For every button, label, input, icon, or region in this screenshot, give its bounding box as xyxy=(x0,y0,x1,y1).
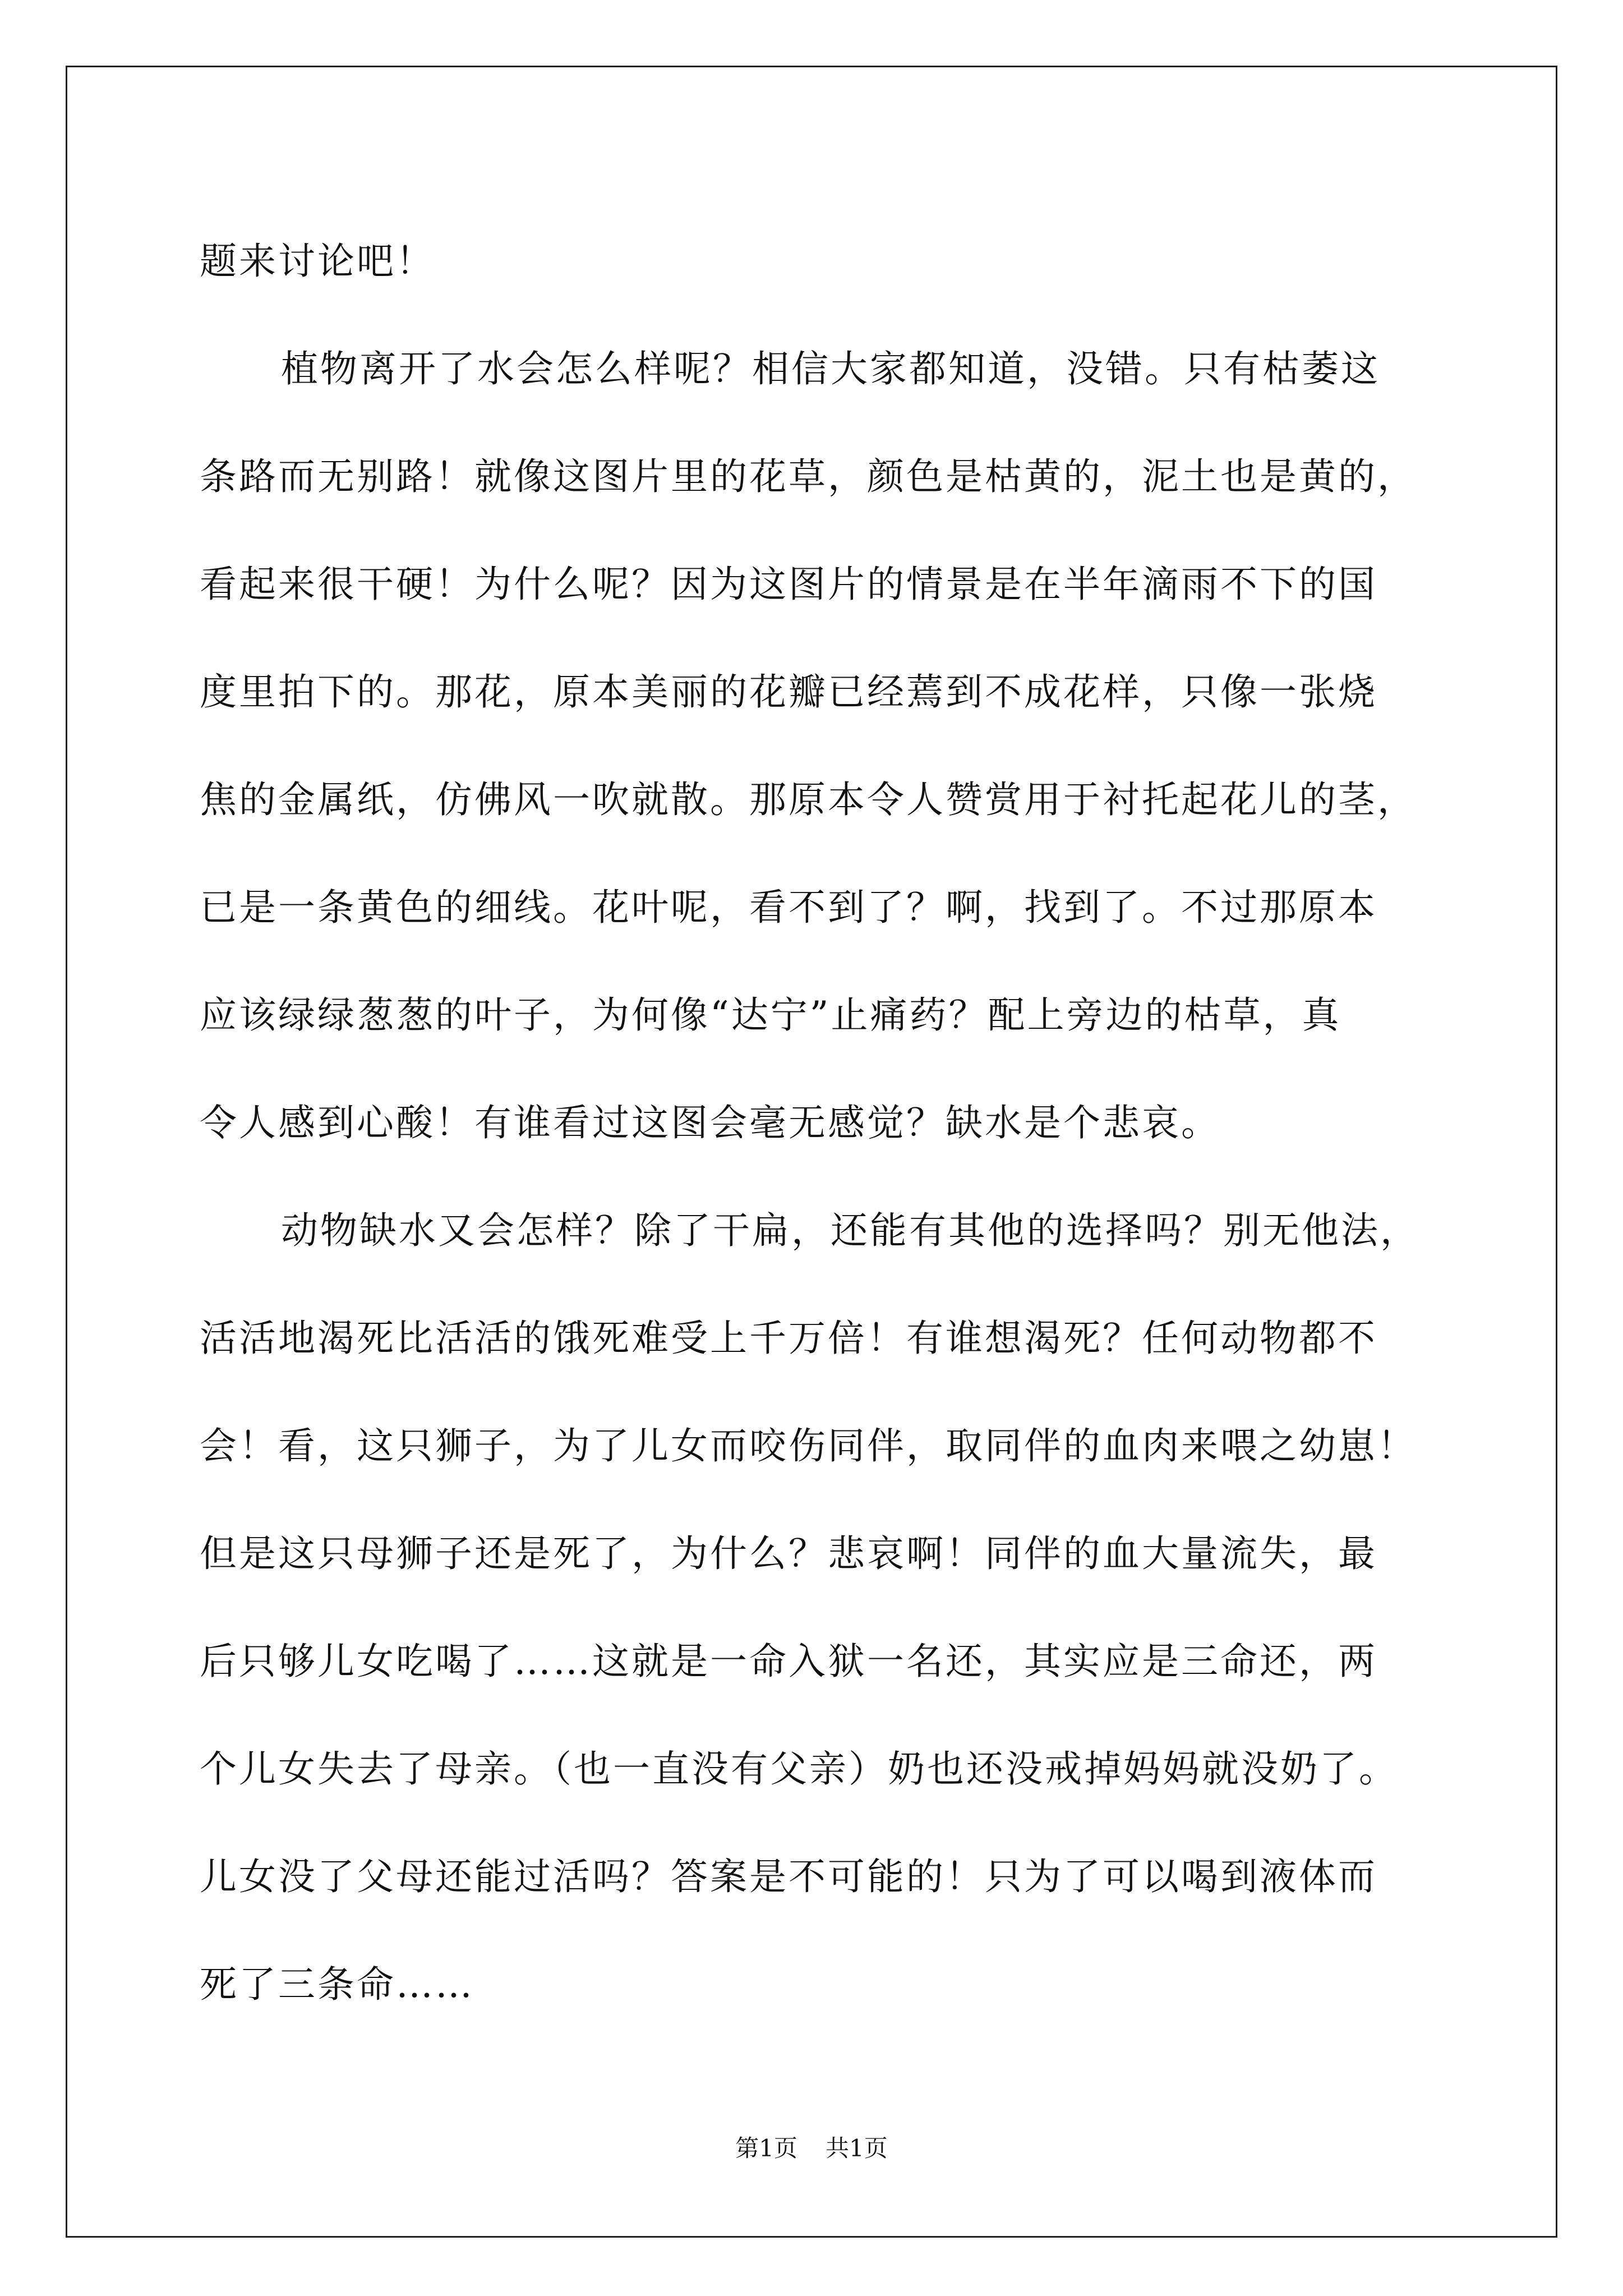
text-line: 已是一条黄色的细线。花叶呢，看不到了？啊，找到了。不过那原本 xyxy=(200,886,1377,929)
text-line: 题来讨论吧！ xyxy=(200,240,435,283)
text-line: 活活地渴死比活活的饿死难受上千万倍！有谁想渴死？任何动物都不 xyxy=(200,1317,1377,1360)
text-line: 看起来很干硬！为什么呢？因为这图片的情景是在半年滴雨不下的国 xyxy=(200,563,1377,606)
text-line: 焦的金属纸，仿佛风一吹就散。那原本令人赞赏用于衬托起花儿的茎， xyxy=(200,778,1417,821)
paragraph-3 xyxy=(200,1177,1461,2039)
text-line: 条路而无别路！就像这图片里的花草，颜色是枯黄的，泥土也是黄的， xyxy=(200,455,1417,498)
total-pages-label: 共1页 xyxy=(826,2134,888,2162)
current-page-label: 第1页 xyxy=(735,2134,797,2162)
text-line: 动物缺水又会怎样？除了干扁，还能有其他的选择吗？别无他法， xyxy=(281,1209,1419,1252)
text-line: 死了三条命…… xyxy=(200,1963,474,2006)
text-line: 但是这只母狮子还是死了，为什么？悲哀啊！同伴的血大量流失，最 xyxy=(200,1532,1377,1575)
text-line: 度里拍下的。那花，原本美丽的花瓣已经蔫到不成花样，只像一张烧 xyxy=(200,670,1377,714)
paragraph-1 xyxy=(200,208,1461,315)
paragraph-2 xyxy=(200,315,1461,1177)
document-body xyxy=(200,208,1461,2039)
text-line: 会！看，这只狮子，为了儿女而咬伤同伴，取同伴的血肉来喂之幼崽！ xyxy=(200,1424,1417,1467)
text-line: 令人感到心酸！有谁看过这图会毫无感觉？缺水是个悲哀。 xyxy=(200,1101,1220,1144)
page-footer xyxy=(0,2132,1623,2165)
text-line: 个儿女失去了母亲。（也一直没有父亲）奶也还没戒掉妈妈就没奶了。 xyxy=(200,1747,1398,1791)
text-line: 植物离开了水会怎么样呢？相信大家都知道，没错。只有枯萎这 xyxy=(281,347,1380,390)
text-line: 应该绿绿葱葱的叶子，为何像“达宁”止痛药？配上旁边的枯草，真 xyxy=(200,993,1341,1037)
text-line: 儿女没了父母还能过活吗？答案是不可能的！只为了可以喝到液体而 xyxy=(200,1855,1377,1898)
text-line: 后只够儿女吃喝了……这就是一命入狱一名还，其实应是三命还，两 xyxy=(200,1640,1377,1683)
